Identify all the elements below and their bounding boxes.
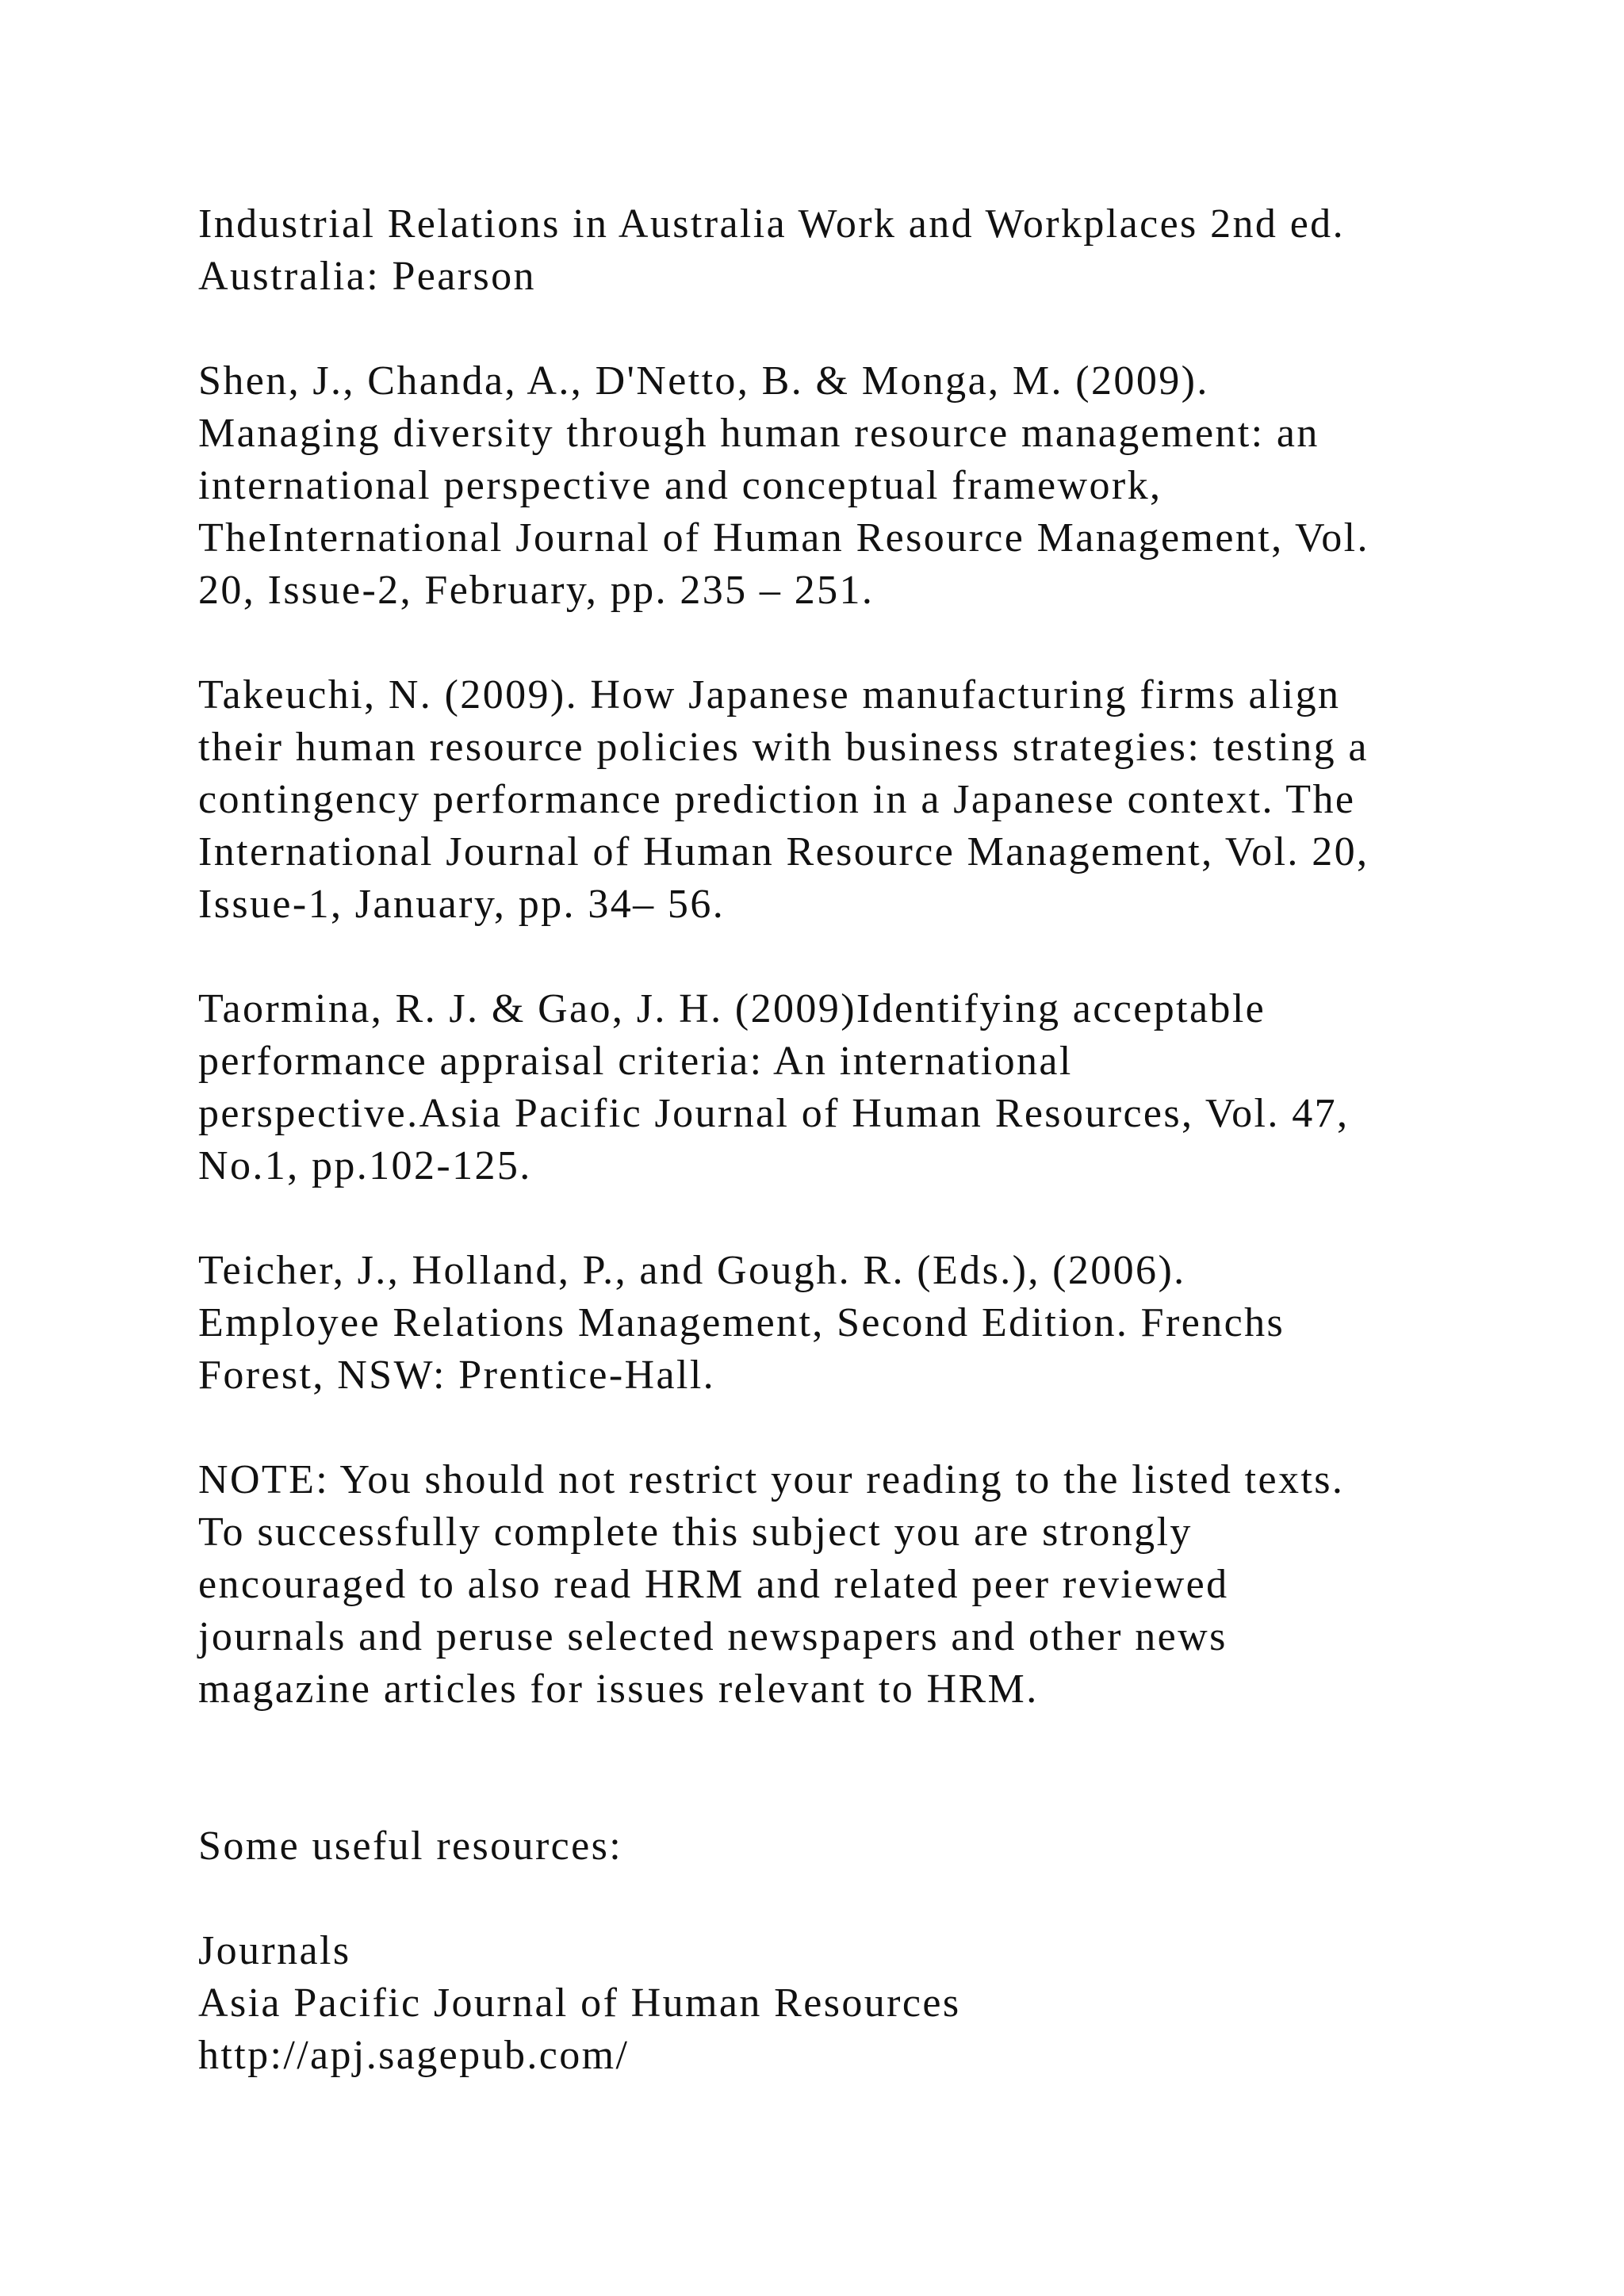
text-line: contingency performance prediction in a Japanese context. The [198,777,1356,822]
text-line: Taormina, R. J. & Gao, J. H. (2009)Identifying acceptable [198,986,1266,1031]
text-line: 20, Issue-2, February, pp. 235 – 251. [198,568,875,613]
text-line: Managing diversity through human resource management: an [198,411,1320,456]
journal-url[interactable]: http://apj.sagepub.com/ [198,2033,630,2078]
reference-taormina [198,983,1349,1192]
text-line: journals and peruse selected newspapers and other news [198,1614,1228,1659]
reference-industrial-relations [198,198,1345,303]
text-line: Industrial Relations in Australia Work and Workplaces 2nd ed. [198,201,1345,247]
text-line: magazine articles for issues relevant to HRM. [198,1667,1039,1712]
reading-note [198,1454,1344,1716]
journals-list [198,1925,960,2082]
resources-heading [198,1820,622,1873]
text-line: NOTE: You should not restrict your reading to the listed texts. [198,1457,1345,1502]
text-line: international perspective and conceptual framework, [198,463,1162,508]
text-line: Takeuchi, N. (2009). How Japanese manufacturing firms align [198,672,1341,718]
text-line: TheInternational Journal of Human Resource Management, Vol. [198,515,1369,561]
journals-heading: Journals [198,1928,351,1973]
journal-title: Asia Pacific Journal of Human Resources [198,1980,961,2026]
text-line: Teicher, J., Holland, P., and Gough. R. (Eds.), (2006). [198,1248,1186,1293]
text-line: Forest, NSW: Prentice-Hall. [198,1353,716,1398]
text-line: No.1, pp.102-125. [198,1143,532,1188]
text-line: Australia: Pearson [198,254,536,299]
reference-takeuchi [198,669,1369,931]
text-line: Some useful resources: [198,1823,623,1869]
text-line: their human resource policies with business strategies: testing a [198,725,1369,770]
reference-shen [198,355,1369,617]
text-line: perspective.Asia Pacific Journal of Human Resources, Vol. 47, [198,1091,1350,1136]
text-line: To successfully complete this subject you are strongly [198,1510,1193,1555]
text-line: International Journal of Human Resource Management, Vol. 20, [198,829,1369,874]
text-line: performance appraisal criteria: An international [198,1039,1073,1084]
text-line: Employee Relations Management, Second Edition. Frenchs [198,1300,1285,1345]
text-line: encouraged to also read HRM and related peer reviewed [198,1562,1229,1607]
text-line: Shen, J., Chanda, A., D'Netto, B. & Monga, M. (2009). [198,358,1209,404]
reference-teicher [198,1245,1285,1402]
text-line: Issue-1, January, pp. 34– 56. [198,882,726,927]
